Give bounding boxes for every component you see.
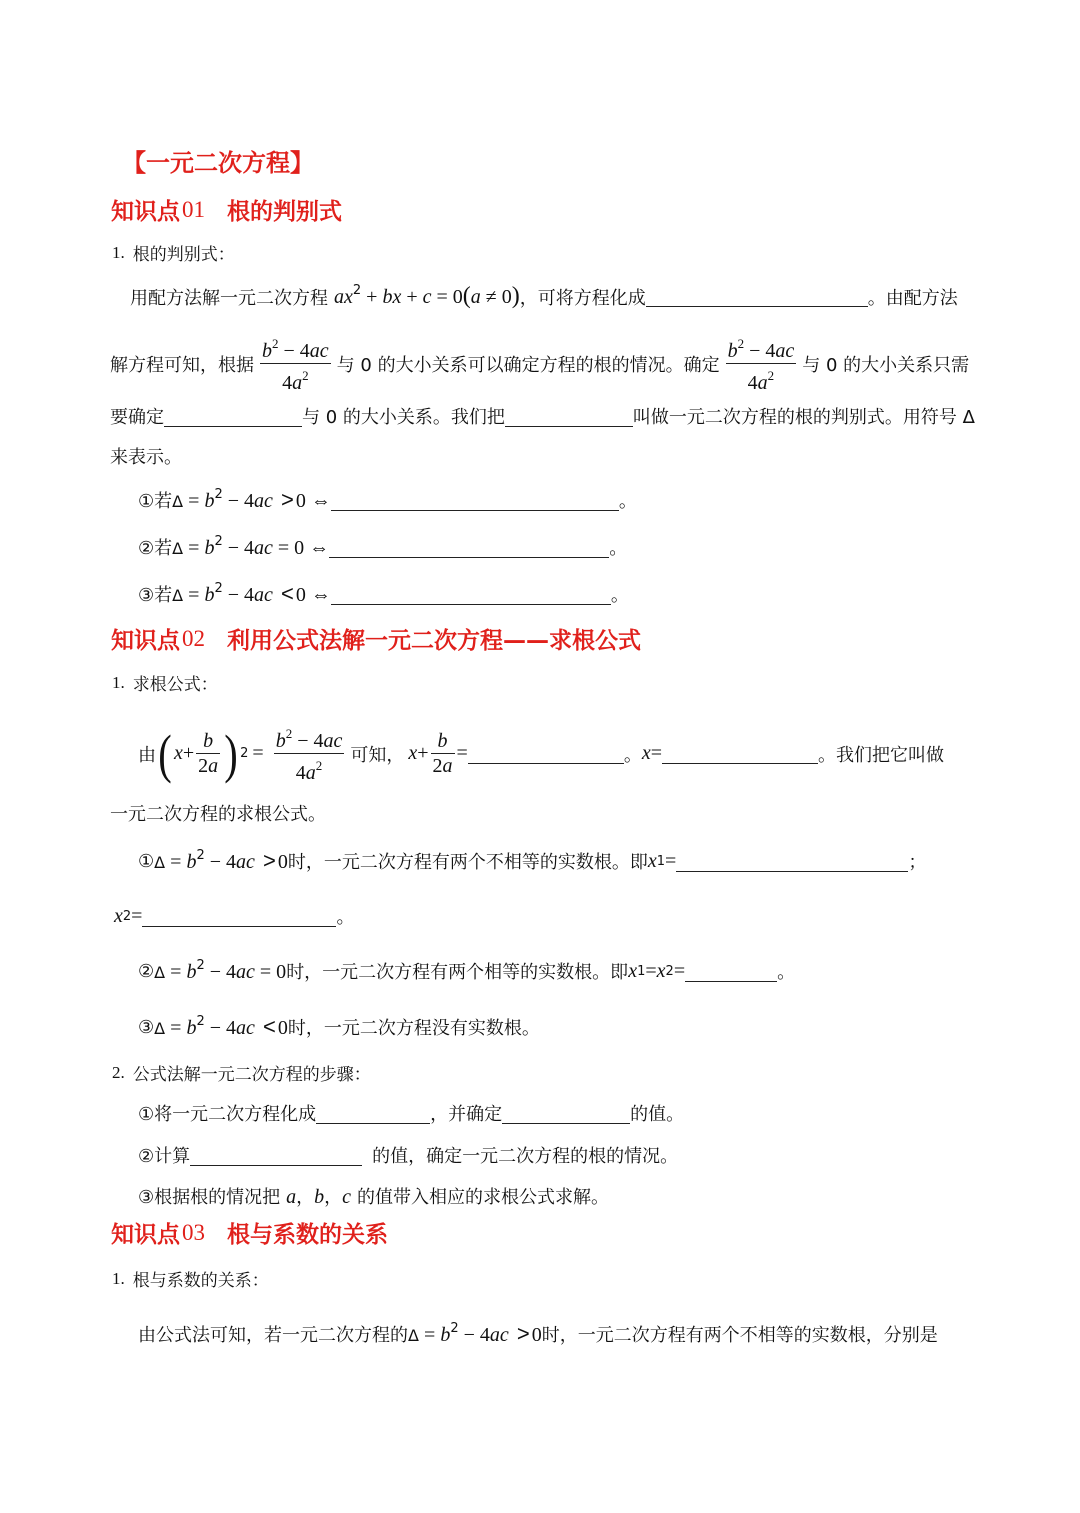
answer-blank[interactable]: [468, 743, 624, 764]
answer-blank[interactable]: [164, 406, 302, 427]
section-heading-03: 知识点 03 根与系数的关系: [111, 1219, 388, 1248]
item-heading: 1. 求根公式：: [112, 672, 218, 695]
math-expression: $\Delta = b^2 - 4ac = 0$: [154, 958, 287, 983]
paragraph-line: 解方程可知，根据 $\frac{b^2 - 4ac}{4a^2}$ 与 0 的大小关系可以确定方程的根的情况。确定 $\frac{b^2 - 4ac}{4a^2}$ 与 0 的大小关系只需: [110, 332, 969, 395]
case-line: x 2 = 。: [114, 904, 355, 928]
math-expression: $\Delta = b^2 - 4ac > 0$ ⇔: [172, 487, 331, 512]
paragraph-line: 用配方法解一元二次方程 $ax^2$ + bx + c = 0(a ≠ 0) ，可将方程化成 。由配方法: [130, 283, 958, 309]
fraction: $\frac{b^2 - 4ac}{4a^2}$: [727, 336, 795, 394]
case-line: ① $\Delta = b^2 - 4ac > 0$ 时，一元二次方程有两个不相等的实数根。即 x 1 = ；: [138, 848, 927, 873]
math-expression: $\Delta = b^2 - 4ac > 0$: [408, 1321, 542, 1346]
answer-blank[interactable]: [142, 906, 336, 927]
item-heading: 1. 根与系数的关系：: [112, 1268, 269, 1291]
paragraph-line: 一元二次方程的求根公式。: [110, 804, 326, 825]
paragraph-line: 要确定 与 0 的大小关系。我们把 叫做一元二次方程的根的判别式。用符号 Δ: [110, 407, 975, 428]
answer-blank[interactable]: [331, 490, 619, 511]
fraction: $\frac{b}{2a}$: [198, 730, 219, 777]
step-line: ③根据根的情况把 a，b，c 的值带入相应的求根公式求解。: [138, 1186, 610, 1208]
section-heading-02: 知识点 02 利用公式法解一元二次方程——求根公式: [111, 625, 641, 654]
formula-line: 由 ( x + $\frac{b}{2a}$ ) 2 = $\frac{b^2 - 4ac}{4a^2}$ 可知， x + $\frac{b}{2a}$ = 。 x = 。我们把它叫做: [138, 723, 944, 784]
document-title: 【一元二次方程】: [122, 149, 314, 177]
case-line: ③ $\Delta = b^2 - 4ac < 0$ 时，一元二次方程没有实数根。: [138, 1014, 540, 1039]
answer-blank[interactable]: [329, 537, 609, 558]
case-line: ①若 $\Delta = b^2 - 4ac > 0$ ⇔ 。: [138, 487, 637, 512]
case-line: ③若 $\Delta = b^2 - 4ac < 0$ ⇔ 。: [138, 581, 629, 606]
answer-blank[interactable]: [646, 286, 868, 307]
item-heading: 2. 公式法解一元二次方程的步骤：: [112, 1062, 371, 1085]
case-line: ② $\Delta = b^2 - 4ac = 0$ 时，一元二次方程有两个相等的实数根。即 x 1 = x 2 = 。: [138, 958, 796, 983]
answer-blank[interactable]: [502, 1103, 630, 1124]
math-expression: $\Delta = b^2 - 4ac < 0$ ⇔: [172, 581, 331, 606]
answer-blank[interactable]: [685, 961, 777, 982]
paragraph-line: 由公式法可知，若一元二次方程的 $\Delta = b^2 - 4ac > 0$ 时，一元二次方程有两个不相等的实数根，分别是: [138, 1321, 938, 1346]
case-line: ②若 $\Delta = b^2 - 4ac = 0$ ⇔ 。: [138, 534, 628, 559]
answer-blank[interactable]: [662, 743, 818, 764]
item-heading: 1. 根的判别式：: [112, 242, 235, 265]
fraction: $\frac{b^2 - 4ac}{4a^2}$: [262, 336, 329, 394]
step-line: ①将一元二次方程化成 ，并确定 的值。: [138, 1104, 685, 1125]
step-line: ②计算 的值，确定一元二次方程的根的情况。: [138, 1146, 679, 1167]
math-expression: $ax^2$ + bx + c = 0(a ≠ 0): [334, 283, 520, 309]
answer-blank[interactable]: [190, 1145, 362, 1166]
section-heading-01: 知识点 01 根的判别式: [111, 196, 342, 225]
answer-blank[interactable]: [331, 584, 611, 605]
math-expression: $\Delta = b^2 - 4ac > 0$: [154, 848, 288, 873]
math-expression: $\Delta = b^2 - 4ac = 0$ ⇔: [172, 534, 330, 559]
paragraph-line: 来表示。: [110, 447, 182, 468]
answer-blank[interactable]: [676, 851, 908, 872]
answer-blank[interactable]: [505, 406, 633, 427]
fraction: $\frac{b^2 - 4ac}{4a^2}$: [275, 726, 343, 784]
answer-blank[interactable]: [316, 1103, 430, 1124]
fraction: $\frac{b}{2a}$: [432, 730, 453, 777]
math-expression: $\Delta = b^2 - 4ac < 0$: [154, 1014, 288, 1039]
